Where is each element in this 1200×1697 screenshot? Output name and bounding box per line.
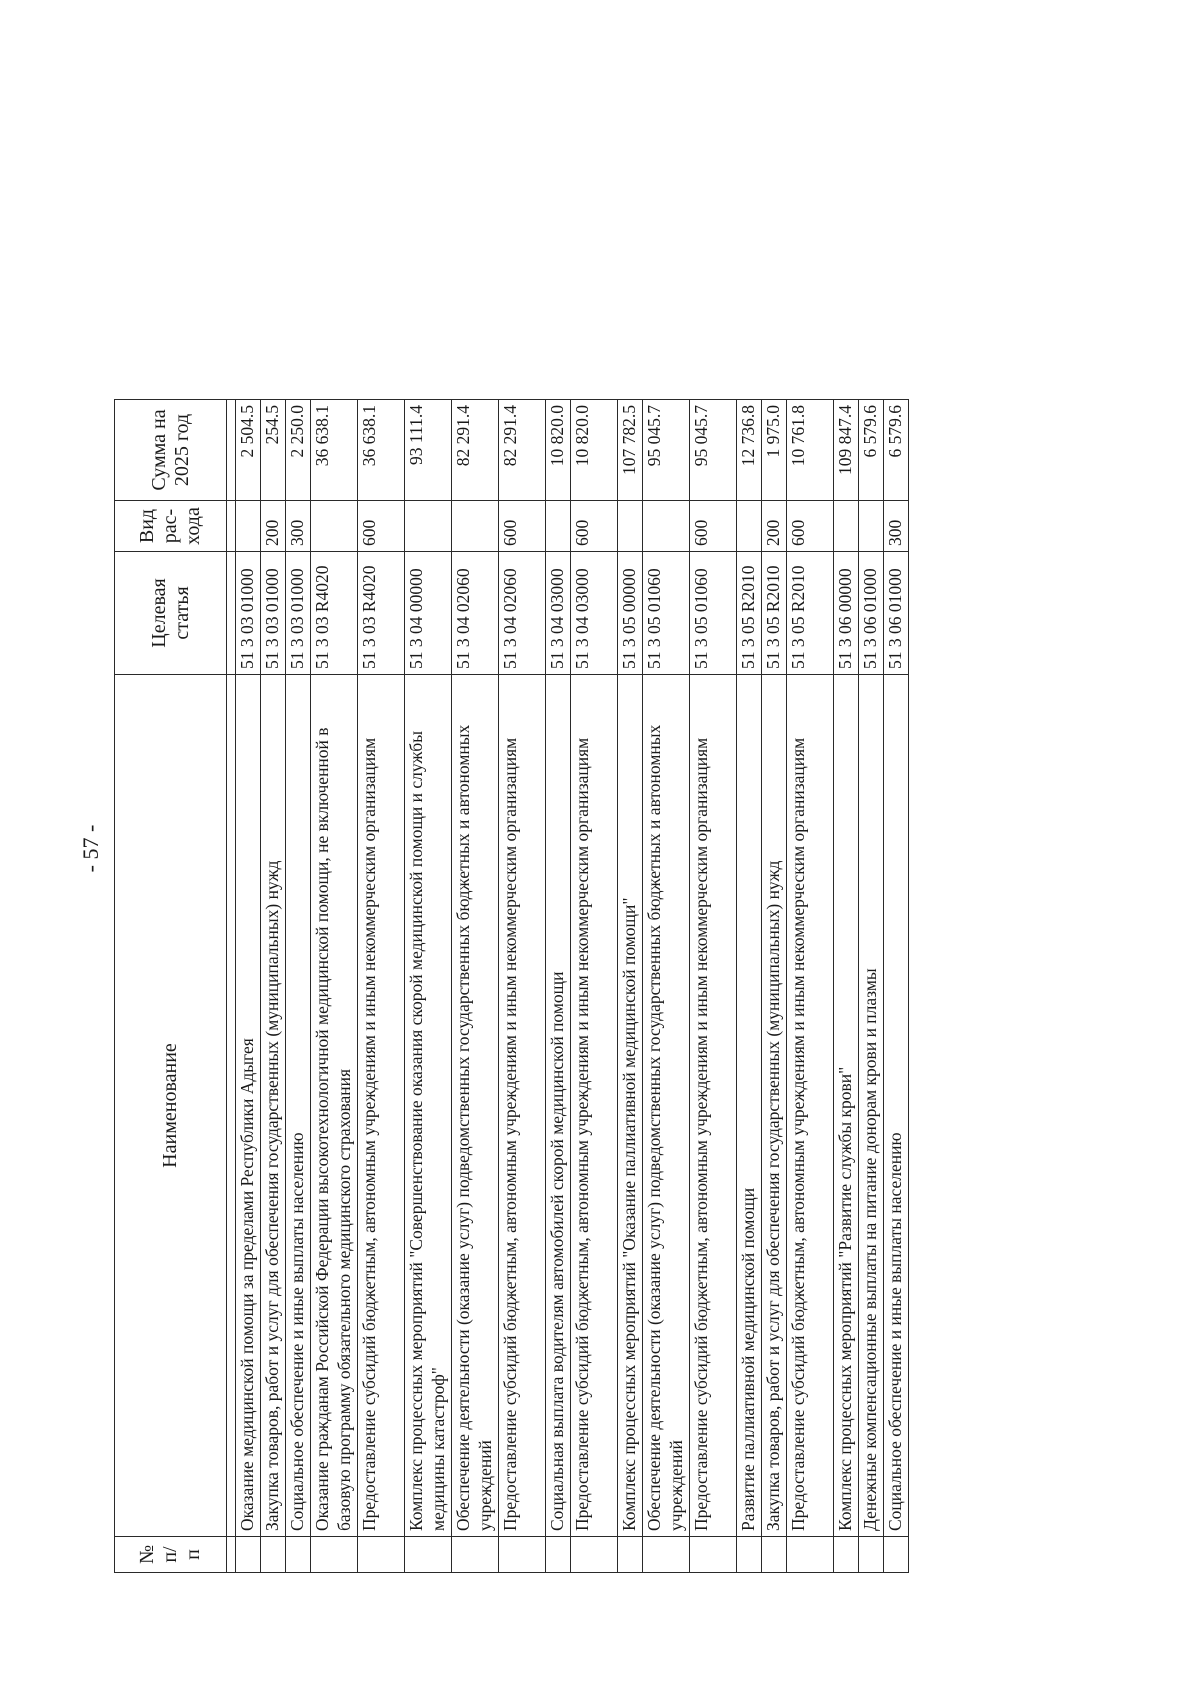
cell-code: 51 3 04 03000 — [546, 552, 571, 675]
cell-code: 51 3 05 01060 — [643, 552, 690, 675]
cell-kind: 600 — [571, 501, 618, 552]
cell-num — [261, 1537, 286, 1573]
cell-name: Обеспечение деятельности (оказание услуг) подведомственных государственных бюджетных и автономных учреждений — [452, 675, 499, 1537]
cell-sum: 95 045.7 — [643, 400, 690, 501]
spacer-row — [227, 400, 236, 1573]
table-row — [690, 400, 737, 1573]
cell-name: Развитие паллиативной медицинской помощи — [737, 675, 762, 1537]
table-row — [643, 400, 690, 1573]
cell-kind — [859, 501, 884, 552]
cell-code: 51 3 06 00000 — [834, 552, 859, 675]
cell-code: 51 3 03 01000 — [286, 552, 311, 675]
table-row — [737, 400, 762, 1573]
cell-sum: 10 820.0 — [546, 400, 571, 501]
table-row — [762, 400, 787, 1573]
cell-sum: 6 579.6 — [884, 400, 909, 501]
cell-kind: 300 — [884, 501, 909, 552]
cell-num — [787, 1537, 834, 1573]
cell-kind — [737, 501, 762, 552]
table-header-row — [115, 400, 227, 1573]
cell-sum: 2 504.5 — [236, 400, 261, 501]
header-kind: Вид рас-хода — [115, 501, 227, 552]
cell-num — [405, 1537, 452, 1573]
table-row — [859, 400, 884, 1573]
cell-kind: 600 — [358, 501, 405, 552]
cell-name: Комплекс процессных мероприятий "Оказание паллиативной медицинской помощи" — [618, 675, 643, 1537]
cell-code: 51 3 05 R2010 — [737, 552, 762, 675]
header-num: № п/п — [115, 1537, 227, 1573]
cell-name: Предоставление субсидий бюджетным, автономным учреждениям и иным некоммерческим организациям — [358, 675, 405, 1537]
cell-num — [236, 1537, 261, 1573]
cell-code: 51 3 04 03000 — [571, 552, 618, 675]
cell-sum: 254.5 — [261, 400, 286, 501]
cell-code: 51 3 04 00000 — [405, 552, 452, 675]
cell-code: 51 3 03 01000 — [261, 552, 286, 675]
cell-sum: 36 638.1 — [358, 400, 405, 501]
cell-kind: 200 — [261, 501, 286, 552]
table-row — [834, 400, 859, 1573]
cell-num — [286, 1537, 311, 1573]
cell-name: Оказание медицинской помощи за пределами Республики Адыгея — [236, 675, 261, 1537]
cell-name: Комплекс процессных мероприятий "Развитие службы крови" — [834, 675, 859, 1537]
cell-kind — [618, 501, 643, 552]
cell-num — [762, 1537, 787, 1573]
cell-sum: 1 975.0 — [762, 400, 787, 501]
cell-kind: 300 — [286, 501, 311, 552]
cell-name: Оказание гражданам Российской Федерации высокотехнологичной медицинской помощи, не включенной в базовую программу обязательного медицинского страхования — [311, 675, 358, 1537]
header-sum: Сумма на 2025 год — [115, 400, 227, 501]
cell-kind — [834, 501, 859, 552]
cell-num — [571, 1537, 618, 1573]
cell-name: Предоставление субсидий бюджетным, автономным учреждениям и иным некоммерческим организациям — [787, 675, 834, 1537]
cell-code: 51 3 03 01000 — [236, 552, 261, 675]
table-row — [405, 400, 452, 1573]
cell-sum: 2 250.0 — [286, 400, 311, 501]
cell-sum: 12 736.8 — [737, 400, 762, 501]
header-code: Целевая статья — [115, 552, 227, 675]
cell-code: 51 3 06 01000 — [884, 552, 909, 675]
cell-sum: 109 847.4 — [834, 400, 859, 501]
cell-code: 51 3 04 02060 — [499, 552, 546, 675]
cell-sum: 107 782.5 — [618, 400, 643, 501]
cell-code: 51 3 06 01000 — [859, 552, 884, 675]
cell-kind: 200 — [762, 501, 787, 552]
cell-name: Социальная выплата водителям автомобилей скорой медицинской помощи — [546, 675, 571, 1537]
table-row — [546, 400, 571, 1573]
cell-name: Закупка товаров, работ и услуг для обеспечения государственных (муниципальных) нужд — [261, 675, 286, 1537]
budget-table — [114, 399, 909, 1573]
cell-num — [618, 1537, 643, 1573]
cell-code: 51 3 05 01060 — [690, 552, 737, 675]
table-row — [311, 400, 358, 1573]
cell-code: 51 3 03 R4020 — [358, 552, 405, 675]
cell-name: Обеспечение деятельности (оказание услуг) подведомственных государственных бюджетных и автономных учреждений — [643, 675, 690, 1537]
table-row — [236, 400, 261, 1573]
cell-name: Социальное обеспечение и иные выплаты населению — [884, 675, 909, 1537]
cell-code: 51 3 05 R2010 — [762, 552, 787, 675]
cell-kind: 600 — [690, 501, 737, 552]
cell-num — [499, 1537, 546, 1573]
cell-kind: 600 — [499, 501, 546, 552]
cell-name: Комплекс процессных мероприятий "Совершенствование оказания скорой медицинской помощи и службы медицины катастроф" — [405, 675, 452, 1537]
header-name: Наименование — [115, 675, 227, 1537]
cell-kind — [405, 501, 452, 552]
cell-kind — [311, 501, 358, 552]
cell-code: 51 3 05 R2010 — [787, 552, 834, 675]
table-row — [261, 400, 286, 1573]
table-row — [884, 400, 909, 1573]
cell-kind: 600 — [787, 501, 834, 552]
cell-num — [834, 1537, 859, 1573]
cell-name: Предоставление субсидий бюджетным, автономным учреждениям и иным некоммерческим организациям — [499, 675, 546, 1537]
cell-name: Предоставление субсидий бюджетным, автономным учреждениям и иным некоммерческим организациям — [690, 675, 737, 1537]
cell-kind — [236, 501, 261, 552]
table-row — [452, 400, 499, 1573]
cell-num — [737, 1537, 762, 1573]
table-row — [358, 400, 405, 1573]
cell-num — [859, 1537, 884, 1573]
cell-sum: 36 638.1 — [311, 400, 358, 501]
cell-num — [452, 1537, 499, 1573]
cell-code: 51 3 05 00000 — [618, 552, 643, 675]
cell-name: Закупка товаров, работ и услуг для обеспечения государственных (муниципальных) нужд — [762, 675, 787, 1537]
table-row — [286, 400, 311, 1573]
table-row — [618, 400, 643, 1573]
cell-code: 51 3 04 02060 — [452, 552, 499, 675]
page-number: - 57 - — [78, 824, 103, 873]
table-row — [787, 400, 834, 1573]
cell-kind — [546, 501, 571, 552]
cell-num — [884, 1537, 909, 1573]
cell-name: Социальное обеспечение и иные выплаты населению — [286, 675, 311, 1537]
cell-num — [546, 1537, 571, 1573]
cell-num — [311, 1537, 358, 1573]
cell-sum: 10 761.8 — [787, 400, 834, 501]
cell-kind — [643, 501, 690, 552]
cell-name: Денежные компенсационные выплаты на питание донорам крови и плазмы — [859, 675, 884, 1537]
cell-sum: 93 111.4 — [405, 400, 452, 501]
cell-sum: 6 579.6 — [859, 400, 884, 501]
cell-sum: 82 291.4 — [499, 400, 546, 501]
cell-num — [643, 1537, 690, 1573]
cell-sum: 10 820.0 — [571, 400, 618, 501]
cell-name: Предоставление субсидий бюджетным, автономным учреждениям и иным некоммерческим организациям — [571, 675, 618, 1537]
table-row — [499, 400, 546, 1573]
cell-sum: 95 045.7 — [690, 400, 737, 501]
cell-code: 51 3 03 R4020 — [311, 552, 358, 675]
cell-num — [358, 1537, 405, 1573]
table-row — [571, 400, 618, 1573]
cell-sum: 82 291.4 — [452, 400, 499, 501]
cell-kind — [452, 501, 499, 552]
cell-num — [690, 1537, 737, 1573]
